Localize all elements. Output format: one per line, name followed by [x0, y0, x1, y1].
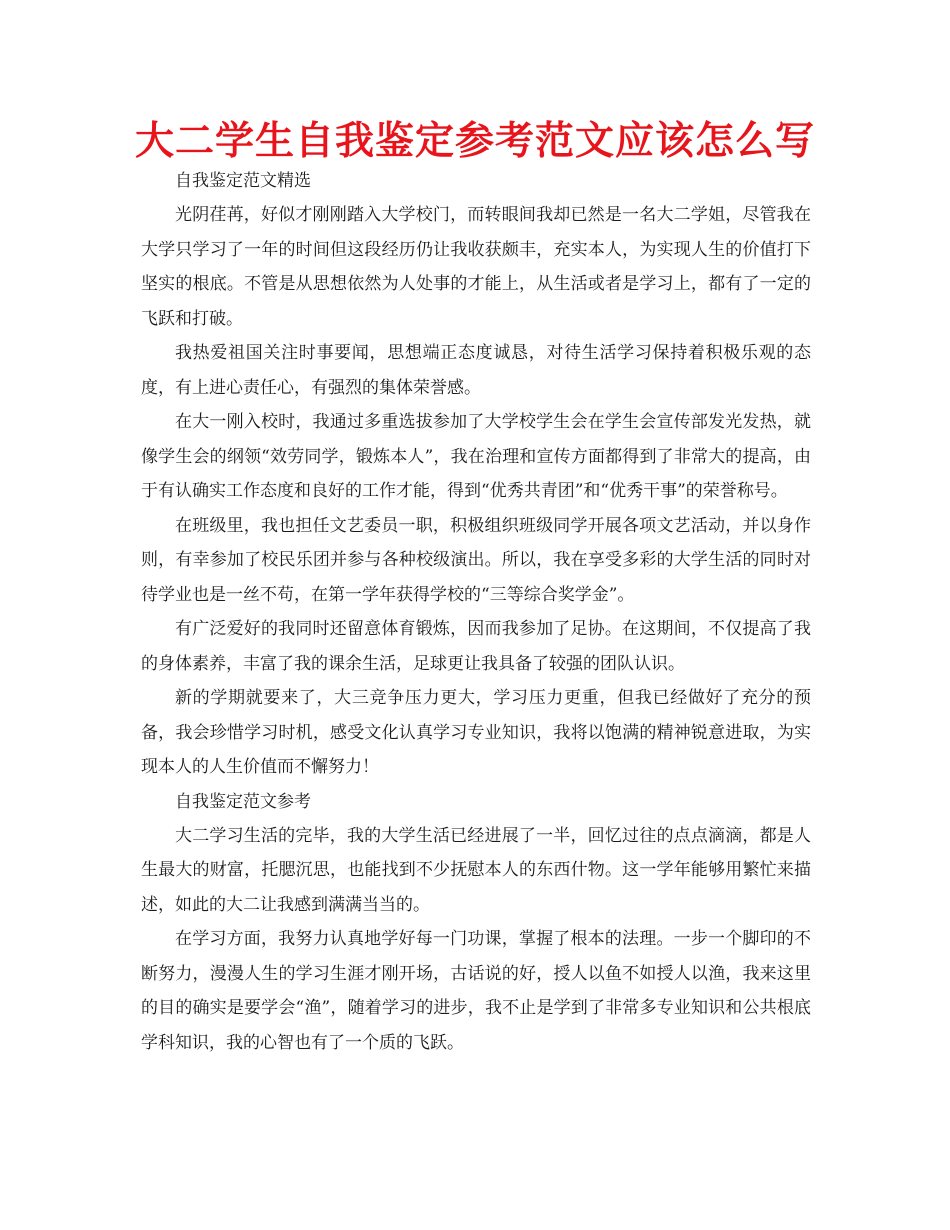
document-title: 大二学生自我鉴定参考范文应该怎么写 [134, 119, 815, 164]
paragraph: 在班级里，我也担任文艺委员一职，积极组织班级同学开展各项文艺活动，并以身作则，有幸参加了校民乐团并参与各种校级演出。所以，我在享受多彩的大学生活的同时对待学业也是一丝不苟，在第一学年获得学校的“三等综合奖学金”。 [141, 515, 811, 605]
paragraph: 在学习方面，我努力认真地学好每一门功课，掌握了根本的法理。一步一个脚印的不断努力，漫漫人生的学习生涯才刚开场，古话说的好，授人以鱼不如授人以渔，我来这里的目的确实是要学会“渔”，随着学习的进步，我不止是学到了非常多专业知识和公共根底学科知识，我的心智也有了一个质的飞跃。 [141, 929, 811, 1053]
paragraph: 有广泛爱好的我同时还留意体育锻炼，因而我参加了足协。在这期间，不仅提高了我的身体素养，丰富了我的课余生活，足球更让我具备了较强的团队认识。 [141, 619, 811, 674]
paragraph: 在大一刚入校时，我通过多重选拔参加了大学校学生会在学生会宣传部发光发热，就像学生会的纲领“效劳同学，锻炼本人”，我在治理和宣传方面都得到了非常大的提高，由于有认确实工作态度和良好的工作才能，得到“优秀共青团”和“优秀干事”的荣誉称号。 [141, 412, 811, 501]
section-heading-selected: 自我鉴定范文精选 [175, 171, 311, 191]
document-body [141, 164, 811, 1060]
paragraph: 大二学习生活的完毕，我的大学生活已经进展了一半，回忆过往的点点滴滴，都是人生最大的财富，托腮沉思，也能找到不少抚慰本人的东西什物。这一学年能够用繁忙来描述，如此的大二让我感到满满当当的。 [141, 825, 811, 915]
paragraph: 新的学期就要来了，大三竞争压力更大，学习压力更重，但我已经做好了充分的预备，我会珍惜学习时机，感受文化认真学习专业知识，我将以饱满的精神锐意进取，为实现本人的人生价值而不懈努力！ [141, 688, 811, 777]
section-heading-reference: 自我鉴定范文参考 [175, 791, 311, 812]
paragraph: 我热爱祖国关注时事要闻，思想端正态度诚恳，对待生活学习保持着积极乐观的态度，有上进心责任心，有强烈的集体荣誉感。 [141, 343, 811, 398]
paragraph: 光阴荏苒，好似才刚刚踏入大学校门，而转眼间我却已然是一名大二学姐，尽管我在大学只学习了一年的时间但这段经历仍让我收获颇丰，充实本人，为实现人生的价值打下坚实的根底。不管是从思想依然为人处事的才能上，从生活或者是学习上，都有了一定的飞跃和打破。 [141, 205, 811, 329]
